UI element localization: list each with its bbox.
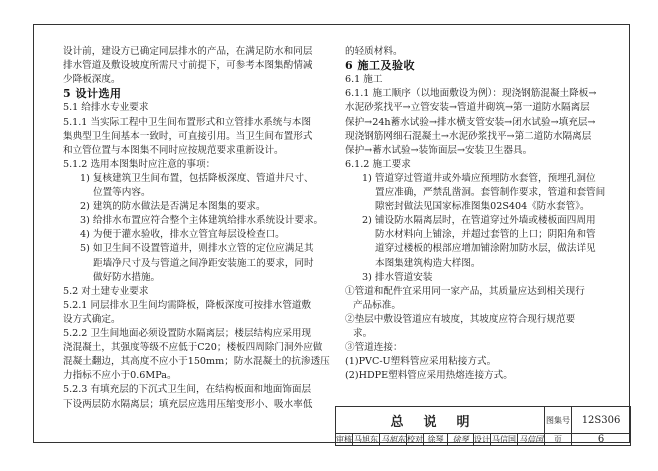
text-line: ①管道和配件宜采用同一家产品，其质量应达到相关现行 [345,285,585,297]
text-line: 2) 建筑的防水做法是否满足本图集的要求。 [80,201,266,213]
text-line: 5.1 给排水专业要求 [63,102,149,114]
checker-signature: 徐琴 [448,434,474,446]
text-line: 6.1.1 施工顺序（以地面敷设为例）：现浇钢筋混凝土降板→ [345,88,597,100]
text-line: 本图集建筑构造大样图。 [375,257,481,269]
text-line: 求。 [353,328,373,339]
text-line: 设计前，建设方已确定同层排水的产品，在满足防水和同层 [63,46,313,57]
designer-signature: 马信国 [519,435,544,444]
text-line: 5.2 对土建专业要求 [63,285,149,297]
text-line: 位置等内容。 [93,187,151,198]
text-line: 置应准确，严禁乱凿洞。套管制作要求，管道和套管间 [375,187,606,198]
page-label: 页 [545,434,572,446]
text-line: 1) 复核建筑卫生间布置，包括降板深度、管道井尺寸、 [80,172,314,184]
section-heading: 5 设计选用 [63,87,122,101]
text-line: 4) 为便于灌水验收，排水立管宜每层设检查口。 [80,229,285,241]
text-line: 3) 给排水布置应符合整个主体建筑给排水系统设计要求。 [80,215,324,227]
text-line: 5.2.1 同层排水卫生间均需降板，降板深度可按排水管道敷 [63,299,312,311]
design-label: 设计 [474,435,490,444]
review-label: 审核 [336,435,352,444]
text-line: 防水材料向上铺涂，并超过套管的上口；阴阳角和管 [375,229,596,241]
text-line: 5) 如卫生间不设置管道井，则排水立管的定位应满足其 [80,243,314,255]
text-line: 现浇钢筋网细石混凝土→水泥砂浆找平→第二道防水隔离层 [345,130,592,142]
text-line: ③管道连接： [345,342,403,354]
designer-name: 马信国 [492,435,516,444]
reviewer-name: 马旭东 [354,435,378,444]
check-label: 校对 [407,435,423,444]
title-block [335,406,631,446]
text-line: 下设两层防水隔离层；填充层应选用压缩变形小、吸水率低 [63,398,313,410]
text-line: 距墙净尺寸及与管道之间净距安装施工的要求，同时 [93,257,314,269]
text-line: 1) 管道穿过管道井或外墙应预埋防水套管，预埋孔洞位 [362,172,596,184]
atlas-number: 12S306 [572,407,631,434]
text-line: (2)HDPE塑料管应采用热熔连接方式。 [345,370,513,382]
text-line: 6.1.2 施工要求 [345,158,411,170]
text-line: 力指标不应小于0.6MPa。 [63,370,177,382]
text-line: 少降板深度。 [63,74,121,86]
text-line: 6.1 施工 [345,74,383,86]
text-line: 3) 排水管道安装 [362,271,433,283]
text-line: 水泥砂浆找平→立管安装→管道井砌筑→第一道防水隔离层 [345,102,590,114]
text-line: 隙密封做法见国家标准图集02S404《防水套管》。 [375,201,590,213]
text-line: 道穿过楼板的根部应增加铺涂附加防水层，做法详见 [375,243,596,255]
text-line: 和立管位置与本图集不同时应按规范要求重新设计。 [63,144,284,156]
text-line: ②垫层中敷设管道应有坡度，其坡度应符合现行规范要 [345,313,576,325]
text-line: (1)PVC-U塑料管应采用粘接方式。 [345,356,497,368]
page-number: 6 [572,434,631,446]
text-line: 2) 铺设防水隔离层时，在管道穿过外墙或楼板面四周用 [362,215,596,227]
text-line: 集典型卫生间基本一致时，可直接引用。当卫生间布置形式 [63,130,313,142]
atlas-number-label: 图集号 [545,407,572,434]
sheet-title: 总说明 [336,407,545,434]
section-heading: 6 施工及验收 [345,59,415,73]
text-line: 5.2.2 卫生间地面必须设置防水隔离层；楼层结构应采用现 [63,328,312,339]
text-line: 做好防水措施。 [93,271,161,283]
text-line: 5.1.1 当实际工程中卫生间布置形式和立管排水系统与本图 [63,116,312,128]
text-line: 产品标准。 [353,299,401,311]
text-line: 混凝土翻边，其高度不应小于150mm；防水混凝土的抗渗透压 [63,356,330,368]
text-line: 排水管道及敷设坡度所需尺寸前提下，可参考本图集酌情减 [63,60,313,72]
text-line: 保护→24h蓄水试验→排水横支管安装→闭水试验→填充层→ [345,116,596,128]
text-line: 5.2.3 有填充层的下沉式卫生间，在结构板面和地面饰面层 [63,384,312,396]
checker-name: 徐琴 [424,434,448,446]
text-line: 5.1.2 选用本图集时应注意的事项： [63,158,216,170]
text-line: 的轻质材料。 [345,46,403,57]
text-line: 保护→蓄水试验→装饰面层→安装卫生器具。 [345,144,533,156]
text-line: 浇混凝土，其强度等级不应低于C20；楼板四周除门洞外应做 [63,342,323,354]
reviewer-signature: 马旭东 [381,435,405,444]
text-line: 设方式确定。 [63,313,121,325]
